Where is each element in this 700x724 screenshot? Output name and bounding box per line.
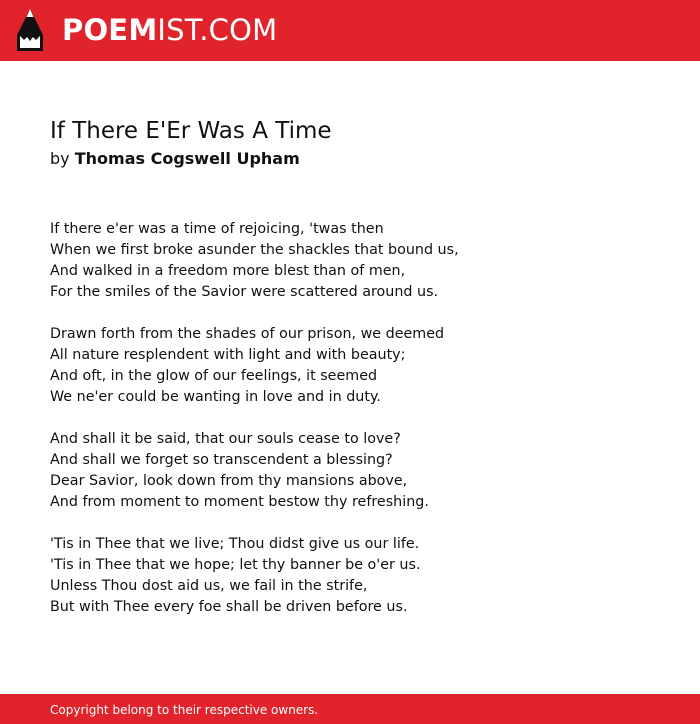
brand-light: IST.COM — [157, 13, 278, 47]
poem-line: And oft, in the glow of our feelings, it seemed — [50, 368, 378, 384]
brand-bold: POEM — [62, 13, 158, 47]
stanza-3 — [50, 429, 670, 513]
poem-line: Unless Thou dost aid us, we fail in the strife, — [50, 578, 368, 594]
copyright-text: Copyright belong to their respective owners. — [50, 703, 319, 717]
poem-line: For the smiles of the Savior were scattered around us. — [50, 284, 439, 300]
pencil-tip-icon[interactable] — [17, 9, 43, 51]
poem-line: If there e'er was a time of rejoicing, 'twas then — [50, 221, 384, 237]
poem-line: And shall it be said, that our souls cease to love? — [50, 431, 401, 447]
poem-line: When we first broke asunder the shackles that bound us, — [50, 242, 459, 258]
stanza-1 — [50, 219, 670, 303]
poem-title: If There E'Er Was A Time — [50, 118, 332, 144]
poem-line: And walked in a freedom more blest than of men, — [50, 263, 406, 279]
by-label: by — [50, 149, 70, 168]
poem-line: We ne'er could be wanting in love and in duty. — [50, 389, 381, 405]
poem-line: All nature resplendent with light and with beauty; — [50, 347, 406, 363]
site-header — [0, 0, 700, 61]
poem-body — [50, 219, 670, 639]
site-logo-text[interactable] — [62, 13, 277, 47]
stanza-4 — [50, 534, 670, 618]
poem-line: 'Tis in Thee that we live; Thou didst give us our life. — [50, 536, 420, 552]
poem-line: Dear Savior, look down from thy mansions above, — [50, 473, 408, 489]
poem-line: And from moment to moment bestow thy refreshing. — [50, 494, 429, 510]
author-name: Thomas Cogswell Upham — [74, 149, 300, 168]
poem-line: But with Thee every foe shall be driven before us. — [50, 599, 408, 615]
stanza-2 — [50, 324, 670, 408]
poem-line: 'Tis in Thee that we hope; let thy banner be o'er us. — [50, 557, 421, 573]
site-footer — [0, 694, 700, 724]
poem-line: And shall we forget so transcendent a blessing? — [50, 452, 393, 468]
byline — [50, 148, 300, 170]
poem-line: Drawn forth from the shades of our prison, we deemed — [50, 326, 445, 342]
